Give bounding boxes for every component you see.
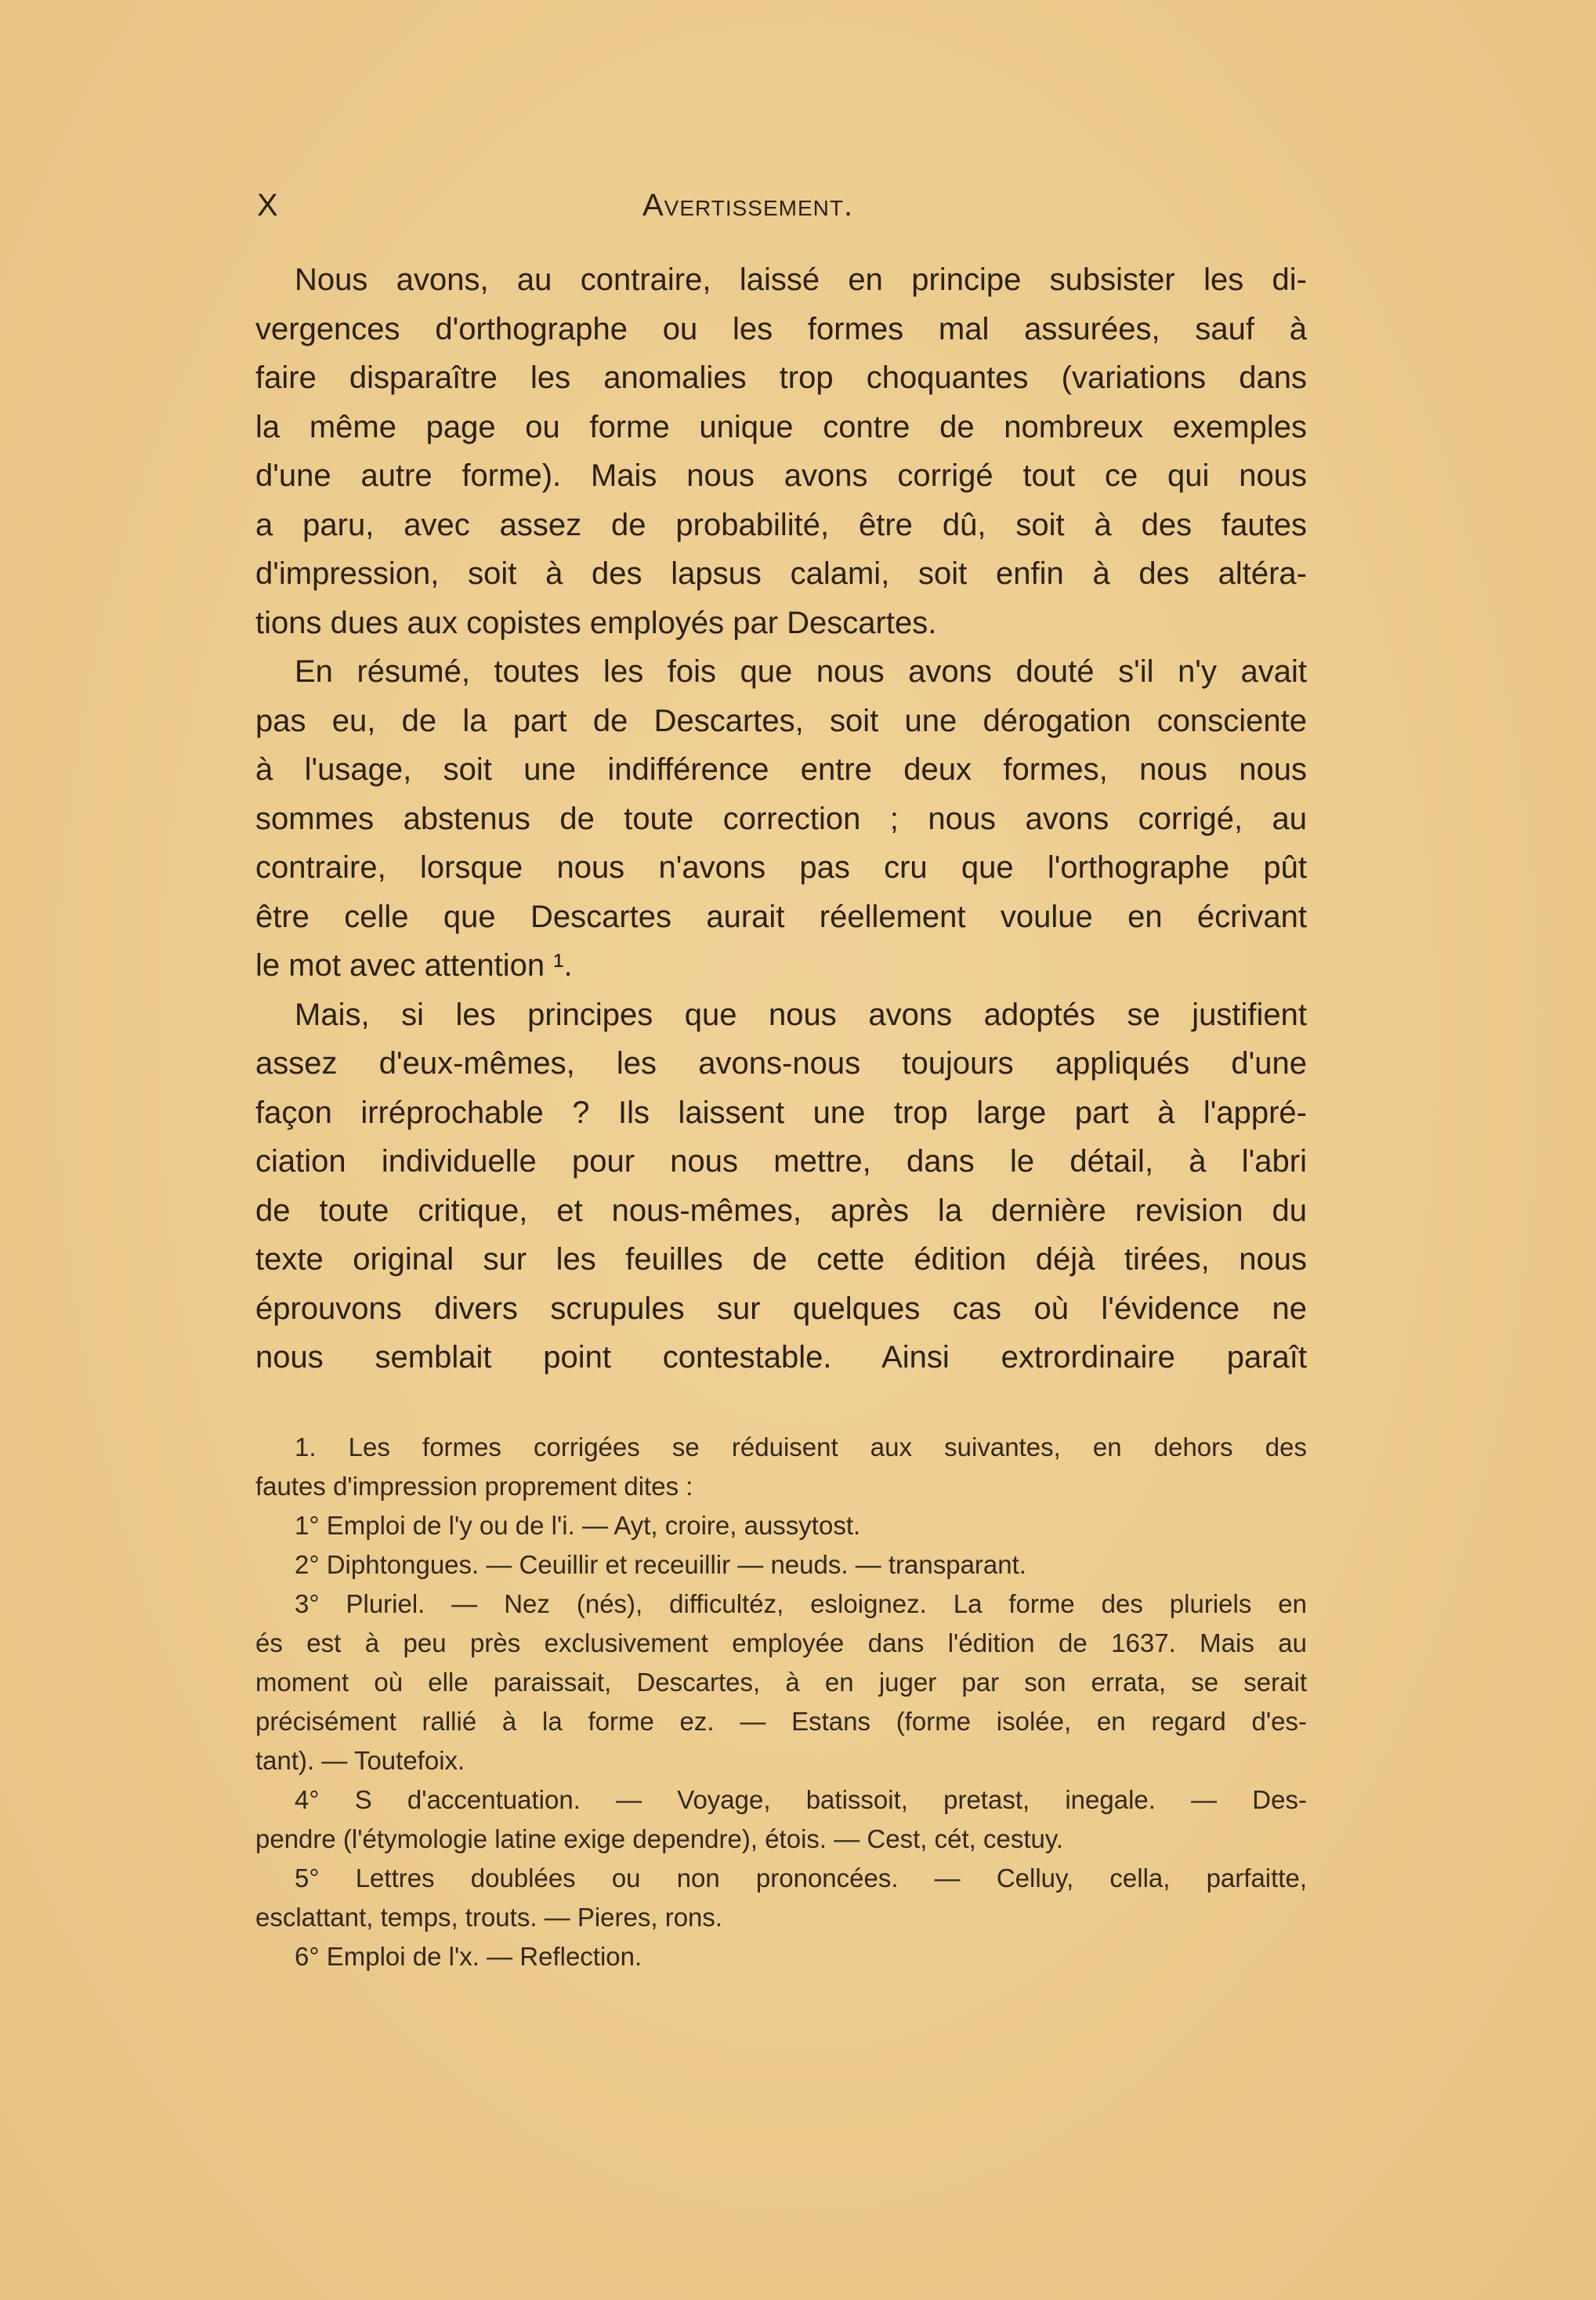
footnote-line: 5° Lettres doublées ou non prononcées. — Celluy, cella, parfaitte, (295, 1864, 1307, 1893)
text-line: contraire, lorsque nous n'avons pas cru que l'orthographe pût (255, 850, 1307, 885)
text-line: à l'usage, soit une indifférence entre deux formes, nous nous (255, 752, 1307, 787)
text-line: tions dues aux copistes employés par Descartes. (255, 605, 937, 640)
page-number: X (257, 188, 279, 223)
main-text (255, 255, 1307, 1382)
footnote-line: 6° Emploi de l'x. — Reflection. (295, 1942, 642, 1971)
text-line: texte original sur les feuilles de cette édition déjà tirées, nous (255, 1242, 1307, 1277)
text-line: assez d'eux-mêmes, les avons-nous toujours appliqués d'une (255, 1046, 1307, 1081)
text-line: En résumé, toutes les fois que nous avons douté s'il n'y avait (295, 654, 1307, 689)
text-line: façon irréprochable ? Ils laissent une trop large part à l'appré- (255, 1095, 1307, 1130)
text-line: ciation individuelle pour nous mettre, dans le détail, à l'abri (255, 1144, 1307, 1179)
footnote-line: és est à peu près exclusivement employée dans l'édition de 1637. Mais au (255, 1628, 1307, 1657)
footnote-line: pendre (l'étymologie latine exige dependre), étois. — Cest, cét, cestuy. (255, 1824, 1064, 1853)
text-line: le mot avec attention ¹. (255, 948, 573, 983)
footnotes (255, 1428, 1307, 1976)
footnote-line: moment où elle paraissait, Descartes, à en juger par son errata, se serait (255, 1668, 1307, 1697)
text-line: pas eu, de la part de Descartes, soit une dérogation consciente (255, 703, 1307, 738)
footnote-line: précisément rallié à la forme ez. — Estans (forme isolée, en regard d'es- (255, 1707, 1307, 1736)
footnote-line: 3° Pluriel. — Nez (nés), difficultéz, esloignez. La forme des pluriels en (295, 1589, 1307, 1618)
running-title: Avertissement. (642, 188, 854, 223)
footnote-line: fautes d'impression proprement dites : (255, 1472, 693, 1501)
text-line: éprouvons divers scrupules sur quelques cas où l'évidence ne (255, 1291, 1307, 1326)
footnote-line: 1° Emploi de l'y ou de l'i. — Ayt, croire, aussytost. (295, 1511, 861, 1540)
footnote-line: 2° Diphtongues. — Ceuillir et receuillir — neuds. — transparant. (295, 1550, 1026, 1579)
footnote-line: 4° S d'accentuation. — Voyage, batissoit, pretast, inegale. — Des- (295, 1785, 1307, 1814)
text-line: nous semblait point contestable. Ainsi extrordinaire paraît (255, 1340, 1307, 1375)
text-line: vergences d'orthographe ou les formes mal assurées, sauf à (255, 311, 1307, 346)
text-line: faire disparaître les anomalies trop choquantes (variations dans (255, 360, 1307, 395)
footnote-line: esclattant, temps, trouts. — Pieres, rons. (255, 1903, 723, 1932)
footnote-line: 1. Les formes corrigées se réduisent aux suivantes, en dehors des (295, 1433, 1307, 1461)
text-line: a paru, avec assez de probabilité, être dû, soit à des fautes (255, 507, 1307, 542)
text-line: d'impression, soit à des lapsus calami, soit enfin à des altéra- (255, 556, 1307, 591)
text-line: sommes abstenus de toute correction ; nous avons corrigé, au (255, 801, 1307, 836)
text-line: d'une autre forme). Mais nous avons corrigé tout ce qui nous (255, 458, 1307, 493)
footnote-line: tant). — Toutefoix. (255, 1746, 465, 1775)
text-line: être celle que Descartes aurait réellement voulue en écrivant (255, 899, 1307, 934)
text-line: de toute critique, et nous-mêmes, après la dernière revision du (255, 1193, 1307, 1228)
text-line: Mais, si les principes que nous avons adoptés se justifient (295, 997, 1307, 1032)
page-header (257, 188, 1307, 235)
text-line: Nous avons, au contraire, laissé en principe subsister les di- (295, 263, 1307, 297)
text-line: la même page ou forme unique contre de nombreux exemples (255, 409, 1307, 444)
